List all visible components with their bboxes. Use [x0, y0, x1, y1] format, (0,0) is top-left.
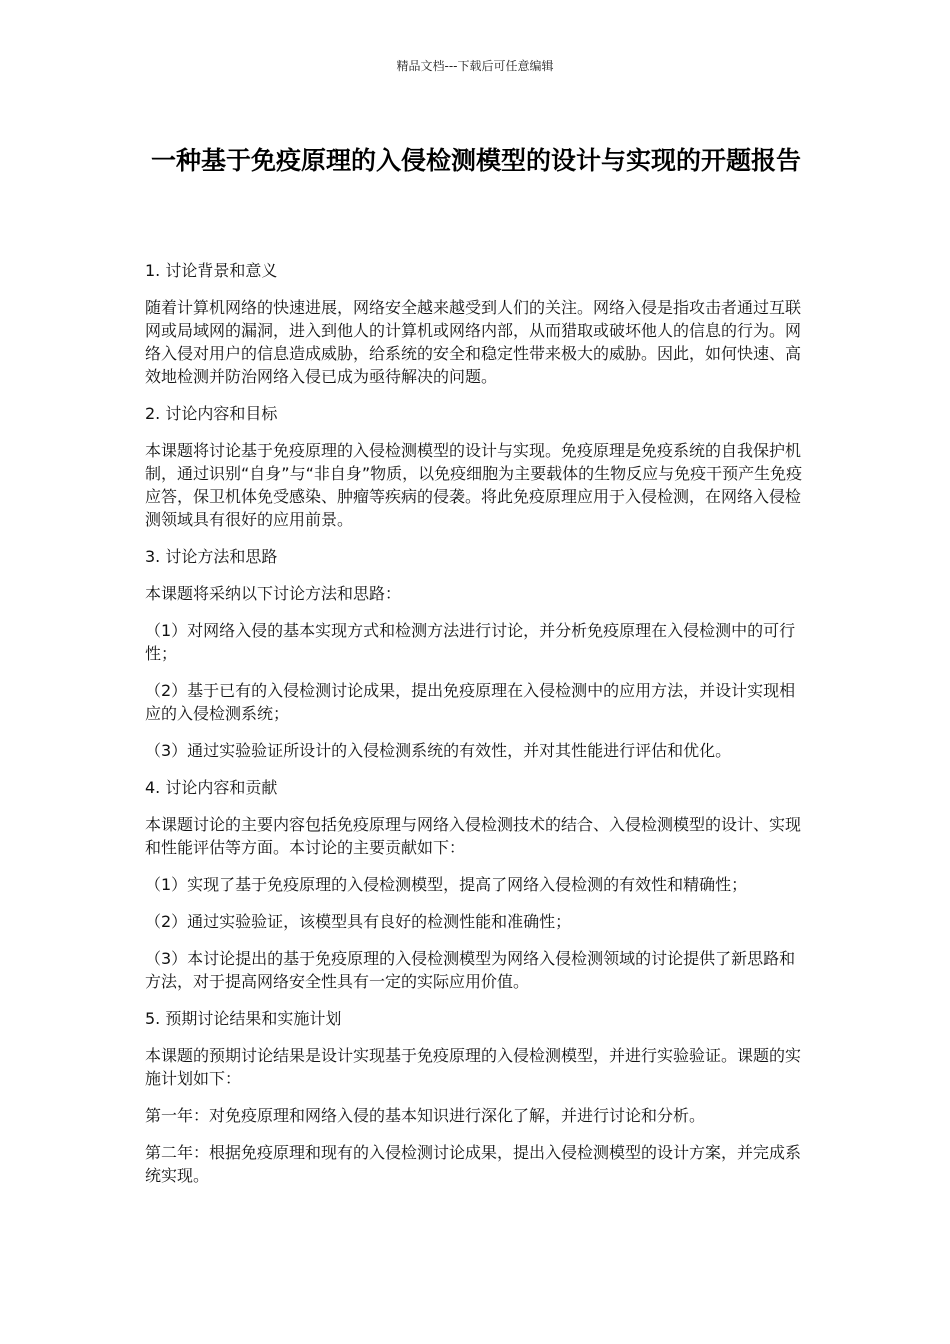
section-heading: 1. 讨论背景和意义	[145, 261, 278, 280]
list-item: （3）通过实验验证所设计的入侵检测系统的有效性，并对其性能进行评估和优化。	[145, 741, 732, 760]
paragraph: 本课题的预期讨论结果是设计实现基于免疫原理的入侵检测模型，并进行实验验证。课题的实施计划如下：	[145, 1046, 802, 1088]
list-item: （2）基于已有的入侵检测讨论成果，提出免疫原理在入侵检测中的应用方法，并设计实现相应的入侵检测系统；	[145, 681, 796, 723]
section-contributions	[145, 776, 809, 993]
paragraph: 本课题将讨论基于免疫原理的入侵检测模型的设计与实现。免疫原理是免疫系统的自我保护机制，通过识别“自身”与“非自身”物质，以免疫细胞为主要载体的生物反应与免疫干预产生免疫应答，保卫机体免受感染、肿瘤等疾病的侵袭。将此免疫原理应用于入侵检测，在网络入侵检测领域具有很好的应用前景。	[145, 441, 803, 529]
list-item: （2）通过实验验证，该模型具有良好的检测性能和准确性；	[145, 912, 572, 931]
section-heading: 5. 预期讨论结果和实施计划	[145, 1009, 342, 1028]
section-background	[145, 259, 809, 388]
list-item: （1）实现了基于免疫原理的入侵检测模型，提高了网络入侵检测的有效性和精确性；	[145, 875, 748, 894]
section-content-goals	[145, 402, 809, 531]
plan-item: 第一年：对免疫原理和网络入侵的基本知识进行深化了解，并进行讨论和分析。	[145, 1106, 706, 1125]
section-methods	[145, 545, 809, 762]
list-item: （1）对网络入侵的基本实现方式和检测方法进行讨论，并分析免疫原理在入侵检测中的可行性；	[145, 621, 796, 663]
section-heading: 4. 讨论内容和贡献	[145, 778, 278, 797]
paragraph: 本课题讨论的主要内容包括免疫原理与网络入侵检测技术的结合、入侵检测模型的设计、实现和性能评估等方面。本讨论的主要贡献如下：	[145, 815, 802, 857]
document-body	[145, 259, 809, 1201]
list-item: （3）本讨论提出的基于免疫原理的入侵检测模型为网络入侵检测领域的讨论提供了新思路和方法，对于提高网络安全性具有一定的实际应用价值。	[145, 949, 796, 991]
document-title: 一种基于免疫原理的入侵检测模型的设计与实现的开题报告	[150, 146, 801, 175]
plan-item: 第二年：根据免疫原理和现有的入侵检测讨论成果，提出入侵检测模型的设计方案，并完成系统实现。	[145, 1143, 802, 1185]
paragraph: 本课题将采纳以下讨论方法和思路：	[145, 584, 402, 603]
paragraph: 随着计算机网络的快速进展，网络安全越来越受到人们的关注。网络入侵是指攻击者通过互联网或局域网的漏洞，进入到他人的计算机或网络内部，从而猎取或破坏他人的信息的行为。网络入侵对用户的信息造成威胁，给系统的安全和稳定性带来极大的威胁。因此，如何快速、高效地检测并防治网络入侵已成为亟待解决的问题。	[145, 298, 802, 386]
section-heading: 2. 讨论内容和目标	[145, 404, 278, 423]
section-plan	[145, 1007, 809, 1187]
header-note: 精品文档---下载后可任意编辑	[396, 59, 554, 73]
section-heading: 3. 讨论方法和思路	[145, 547, 278, 566]
